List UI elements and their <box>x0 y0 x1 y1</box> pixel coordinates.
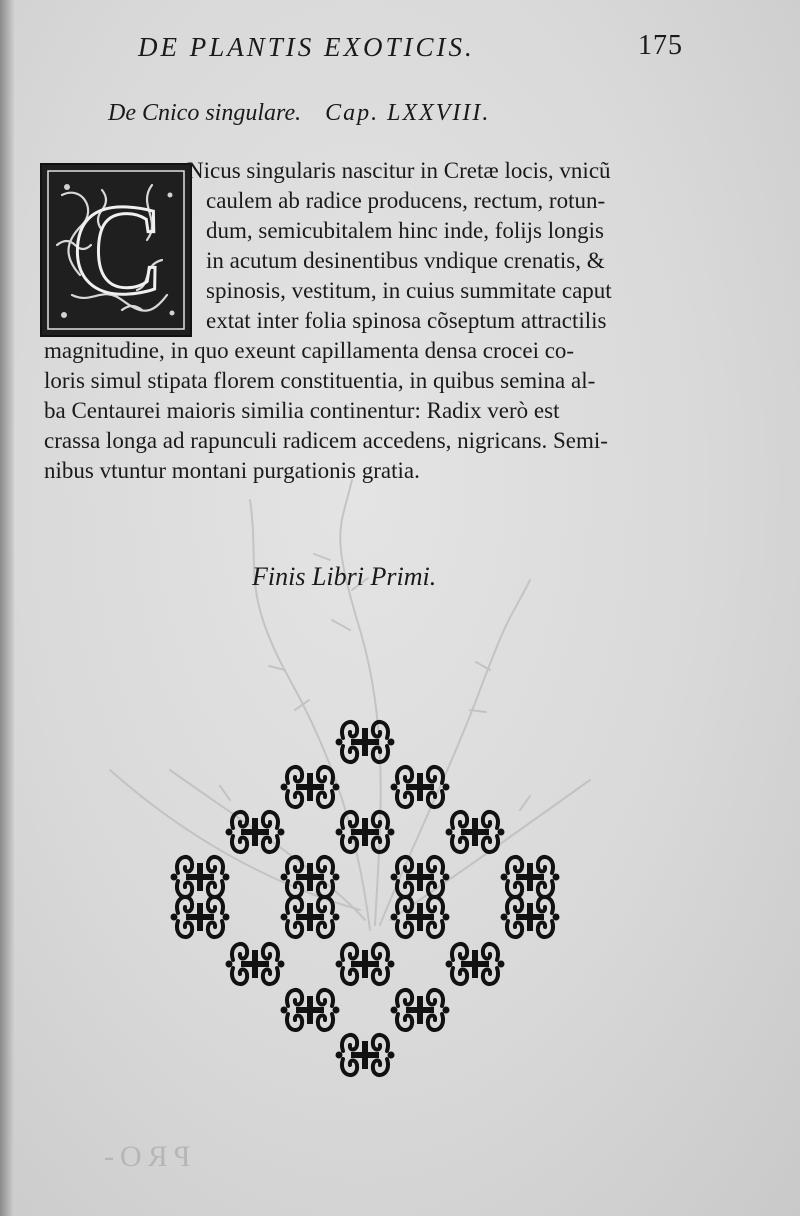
text-line: crassa longa ad rapunculi radicem accedens, nigricans. Semi- <box>44 428 608 453</box>
bleed-through-text: PRO- <box>98 1140 191 1173</box>
text-line: extat inter folia spinosa cõseptum attractilis <box>206 308 607 333</box>
running-title: DE PLANTIS EXOTICIS. <box>138 32 475 62</box>
chapter-number: Cap. LXXVIII. <box>325 100 491 126</box>
chapter-title: De Cnico singulare. <box>108 100 302 126</box>
printers-ornament <box>140 712 590 1087</box>
page-number: 175 <box>638 30 683 61</box>
text-line: ba Centaurei maioris similia continentur: Radix verò est <box>44 398 560 423</box>
text-line: in acutum desinentibus vndique crenatis, & <box>206 248 605 273</box>
text-line: caulem ab radice producens, rectum, rotun- <box>206 188 606 213</box>
text-line: nibus vtuntur montani purgationis gratia. <box>44 458 420 483</box>
text-line: dum, semicubitalem hinc inde, folijs longis <box>206 218 604 243</box>
closing-line: Finis Libri Primi. <box>252 562 437 591</box>
initial-letter: C <box>71 178 165 322</box>
ornament-grid <box>171 722 560 1075</box>
text-line: loris simul stipata florem constituentia, in quibus semina al- <box>44 368 596 393</box>
text-line: spinosis, vestitum, in cuius summitate caput <box>206 278 612 303</box>
text-line: Nicus singularis nascitur in Cretæ locis, vnicũ <box>187 158 611 183</box>
text-line: magnitudine, in quo exeunt capillamenta densa crocei co- <box>44 338 575 363</box>
chapter-body <box>0 0 800 500</box>
